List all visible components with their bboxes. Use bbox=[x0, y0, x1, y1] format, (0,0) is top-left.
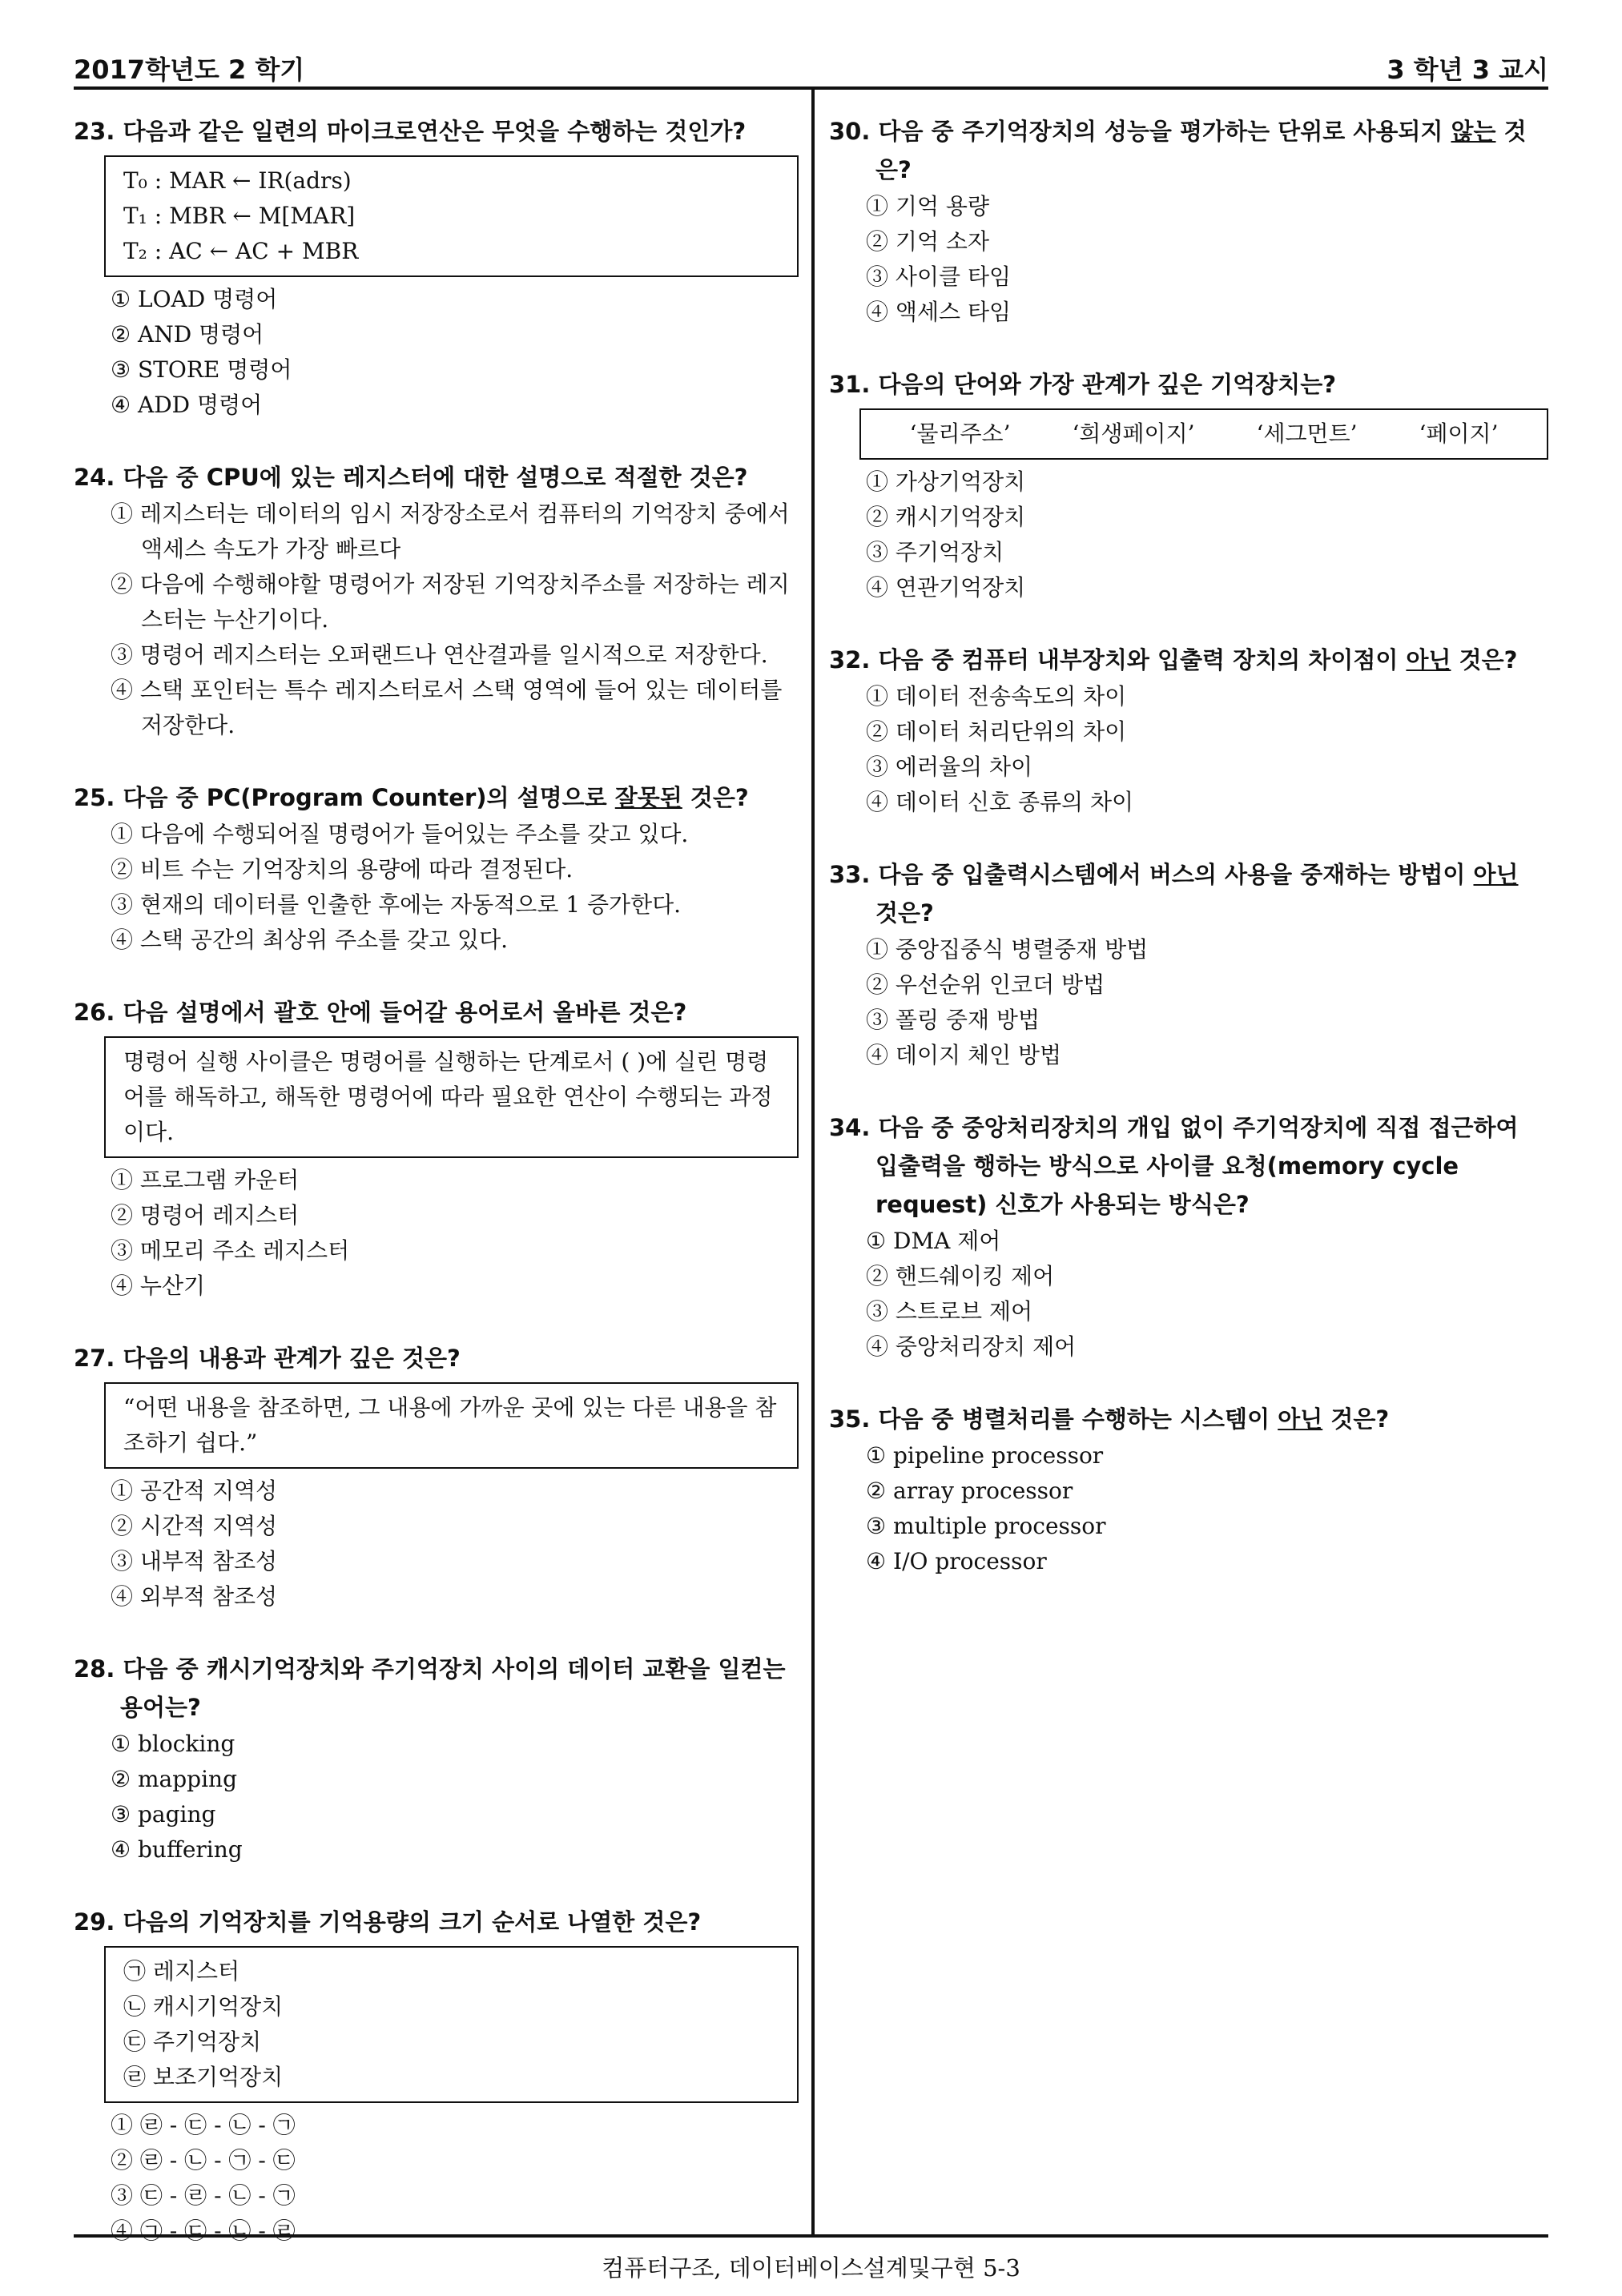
answer-option: ③ 주기억장치 bbox=[866, 539, 1004, 565]
question bbox=[74, 112, 799, 423]
stem-text: 35. 다음 중 병렬처리를 수행하는 시스템이 bbox=[829, 1405, 1278, 1433]
question bbox=[74, 1650, 799, 1868]
answer-option: ③ STORE 명령어 bbox=[111, 356, 292, 383]
answer-option: ② ㉣ - ㉡ - ㉠ - ㉢ bbox=[111, 2147, 296, 2173]
stem-text: 33. 다음 중 입출력시스템에서 버스의 사용을 중재하는 방법이 bbox=[829, 861, 1474, 888]
question bbox=[829, 1108, 1548, 1365]
grade-period-label: 3 학년 3 교시 bbox=[1387, 54, 1548, 85]
question bbox=[74, 458, 799, 743]
question bbox=[74, 778, 799, 958]
answer-option: ① 데이터 전송속도의 차이 bbox=[866, 683, 1127, 710]
box-line: T₂ : AC ← AC + MBR bbox=[123, 238, 359, 264]
answer-option: ③ 사이클 타임 bbox=[866, 263, 1012, 290]
answer-option: ① pipeline processor bbox=[866, 1442, 1104, 1469]
answer-option: ③ 에러율의 차이 bbox=[866, 754, 1033, 780]
answer-option: ③ multiple processor bbox=[866, 1513, 1106, 1539]
answer-option: ② 데이터 처리단위의 차이 bbox=[866, 718, 1127, 745]
question bbox=[74, 1339, 799, 1614]
question-stem bbox=[829, 1400, 1548, 1438]
stem-emphasis: 아닌 bbox=[1406, 646, 1451, 674]
answer-option: ① 중앙집중식 병렬중재 방법 bbox=[866, 936, 1149, 963]
right-column bbox=[829, 112, 1548, 1614]
answer-option: ② 명령어 레지스터 bbox=[111, 1202, 300, 1228]
answer-option: ④ 데이터 신호 종류의 차이 bbox=[866, 789, 1134, 815]
answer-option: ① 레지스터는 데이터의 임시 저장장소로서 컴퓨터의 기억장치 중에서 액세스 속도가 가장 빠르다 bbox=[111, 501, 790, 562]
answer-option: ① 기억 용량 bbox=[866, 193, 989, 219]
answer-option: ④ 외부적 참조성 bbox=[111, 1583, 278, 1610]
stem-text-end: 것은? bbox=[875, 118, 1527, 183]
box-line: “어떤 내용을 참조하면, 그 내용에 가까운 곳에 있는 다른 내용을 참조하기 쉽다.” bbox=[123, 1394, 777, 1456]
answer-option: ① LOAD 명령어 bbox=[111, 286, 278, 312]
question-stem bbox=[74, 112, 799, 151]
answer-option: ③ paging bbox=[111, 1801, 216, 1828]
keyword: ‘페이지’ bbox=[1419, 420, 1499, 447]
question bbox=[829, 855, 1548, 1073]
answer-option: ① blocking bbox=[111, 1731, 235, 1757]
question bbox=[829, 365, 1548, 605]
question-stem bbox=[74, 1339, 799, 1377]
answer-option: ② mapping bbox=[111, 1766, 238, 1792]
answer-option: ③ 명령어 레지스터는 오퍼랜드나 연산결과를 일시적으로 저장한다. bbox=[111, 641, 768, 668]
answer-option: ④ I/O processor bbox=[866, 1548, 1047, 1574]
question-stem bbox=[74, 1650, 799, 1727]
stem-text-end: 것은? bbox=[1451, 646, 1518, 674]
stem-text: 29. 다음의 기억장치를 기억용량의 크기 순서로 나열한 것은? bbox=[74, 1908, 702, 1936]
answer-option: ② 기억 소자 bbox=[866, 228, 989, 255]
answer-option: ② 우선순위 인코더 방법 bbox=[866, 971, 1105, 998]
stem-text: 28. 다음 중 캐시기억장치와 주기억장치 사이의 데이터 교환을 일컫는 용어는? bbox=[74, 1655, 786, 1721]
semester-label: 2017학년도 2 학기 bbox=[74, 54, 305, 85]
question bbox=[829, 112, 1548, 330]
question bbox=[829, 641, 1548, 820]
question-stem bbox=[829, 641, 1548, 679]
answer-option: ② 다음에 수행해야할 명령어가 저장된 기억장치주소를 저장하는 레지스터는 누산기이다. bbox=[111, 571, 790, 633]
stem-emphasis: 아닌 bbox=[1473, 861, 1519, 888]
answer-option: ④ 스택 포인터는 특수 레지스터로서 스택 영역에 들어 있는 데이터를 저장한다. bbox=[111, 677, 783, 738]
answer-option: ③ 내부적 참조성 bbox=[111, 1548, 278, 1574]
answer-option: ④ buffering bbox=[111, 1836, 243, 1863]
box-line: ㉡ 캐시기억장치 bbox=[123, 1993, 284, 2020]
question-box bbox=[104, 155, 799, 277]
answer-option: ④ 데이지 체인 방법 bbox=[866, 1042, 1062, 1068]
answer-option: ① ㉣ - ㉢ - ㉡ - ㉠ bbox=[111, 2112, 296, 2138]
box-line: ㉣ 보조기억장치 bbox=[123, 2064, 284, 2090]
answer-option: ① 가상기억장치 bbox=[866, 468, 1026, 495]
box-line: 명령어 실행 사이클은 명령어를 실행하는 단계로서 ( )에 실린 명령어를 해독하고, 해독한 명령어에 따라 필요한 연산이 수행되는 과정이다. bbox=[123, 1048, 773, 1145]
question bbox=[74, 993, 799, 1304]
answer-option: ② 캐시기억장치 bbox=[866, 504, 1026, 530]
question-stem bbox=[829, 1108, 1548, 1224]
question-box bbox=[104, 1036, 799, 1158]
stem-text: 25. 다음 중 PC(Program Counter)의 설명으로 bbox=[74, 784, 615, 811]
answer-option: ④ ㉠ - ㉢ - ㉡ - ㉣ bbox=[111, 2218, 296, 2244]
answer-option: ④ 누산기 bbox=[111, 1273, 206, 1299]
stem-text: 30. 다음 중 주기억장치의 성능을 평가하는 단위로 사용되지 bbox=[829, 118, 1451, 145]
answer-option: ③ 메모리 주소 레지스터 bbox=[111, 1237, 350, 1264]
answer-option: ② 핸드쉐이킹 제어 bbox=[866, 1263, 1055, 1289]
box-line: T₀ : MAR ← IR(adrs) bbox=[123, 167, 352, 194]
answer-option: ③ 현재의 데이터를 인출한 후에는 자동적으로 1 증가한다. bbox=[111, 891, 682, 918]
answer-option: ① 다음에 수행되어질 명령어가 들어있는 주소를 갖고 있다. bbox=[111, 821, 689, 847]
stem-text: 23. 다음과 같은 일련의 마이크로연산은 무엇을 수행하는 것인가? bbox=[74, 118, 747, 145]
stem-emphasis: 않는 bbox=[1451, 118, 1496, 145]
box-line: ㉢ 주기억장치 bbox=[123, 2029, 262, 2055]
keyword: ‘세그먼트’ bbox=[1256, 420, 1358, 447]
stem-text: 26. 다음 설명에서 괄호 안에 들어갈 용어로서 올바른 것은? bbox=[74, 999, 687, 1026]
question-stem bbox=[829, 855, 1548, 932]
stem-emphasis: 잘못된 bbox=[614, 784, 682, 811]
answer-option: ④ 스택 공간의 최상위 주소를 갖고 있다. bbox=[111, 927, 509, 953]
question-stem bbox=[829, 112, 1548, 189]
question-stem bbox=[74, 778, 799, 817]
question-stem bbox=[74, 1903, 799, 1941]
stem-text-end: 것은? bbox=[1322, 1405, 1390, 1433]
keyword: ‘희생페이지’ bbox=[1072, 420, 1195, 447]
question bbox=[829, 1400, 1548, 1579]
question-box bbox=[104, 1946, 799, 2103]
answer-option: ④ 중앙처리장치 제어 bbox=[866, 1333, 1077, 1360]
answer-option: ② 시간적 지역성 bbox=[111, 1513, 278, 1539]
answer-option: ② 비트 수는 기억장치의 용량에 따라 결정된다. bbox=[111, 856, 574, 883]
word-box bbox=[859, 408, 1548, 460]
column-divider bbox=[811, 88, 815, 2234]
question-stem bbox=[829, 365, 1548, 404]
bottom-rule bbox=[74, 2234, 1548, 2238]
stem-text: 34. 다음 중 중앙처리장치의 개입 없이 주기억장치에 직접 접근하여 입출력을 행하는 방식으로 사이클 요청(memory cycle request) 신호가 사용되는 방식은? bbox=[829, 1114, 1519, 1218]
stem-text-end: 것은? bbox=[682, 784, 749, 811]
stem-text-end: 것은? bbox=[875, 899, 934, 927]
answer-option: ① DMA 제어 bbox=[866, 1228, 1001, 1254]
stem-text: 27. 다음의 내용과 관계가 깊은 것은? bbox=[74, 1345, 461, 1372]
page-footer: 컴퓨터구조, 데이터베이스설계및구현 5-3 bbox=[602, 2254, 1020, 2282]
stem-text: 32. 다음 중 컴퓨터 내부장치와 입출력 장치의 차이점이 bbox=[829, 646, 1407, 674]
question-stem bbox=[74, 993, 799, 1031]
stem-emphasis: 아닌 bbox=[1278, 1405, 1323, 1433]
answer-option: ④ ADD 명령어 bbox=[111, 392, 263, 418]
stem-text: 24. 다음 중 CPU에 있는 레지스터에 대한 설명으로 적절한 것은? bbox=[74, 464, 748, 491]
left-column bbox=[74, 112, 799, 2284]
answer-option: ② AND 명령어 bbox=[111, 321, 264, 348]
answer-option: ④ 연관기억장치 bbox=[866, 574, 1026, 601]
answer-option: ② array processor bbox=[866, 1478, 1073, 1504]
answer-option: ③ ㉢ - ㉣ - ㉡ - ㉠ bbox=[111, 2182, 296, 2209]
question-box bbox=[104, 1382, 799, 1469]
answer-option: ③ 스트로브 제어 bbox=[866, 1298, 1033, 1325]
box-line: T₁ : MBR ← M[MAR] bbox=[123, 203, 356, 229]
keyword: ‘물리주소’ bbox=[909, 420, 1011, 447]
stem-text: 31. 다음의 단어와 가장 관계가 깊은 기억장치는? bbox=[829, 371, 1337, 398]
question-stem bbox=[74, 458, 799, 497]
page-header bbox=[74, 42, 1548, 88]
answer-option: ① 프로그램 카운터 bbox=[111, 1167, 300, 1193]
answer-option: ③ 폴링 중재 방법 bbox=[866, 1007, 1040, 1033]
answer-option: ① 공간적 지역성 bbox=[111, 1478, 278, 1504]
answer-option: ④ 액세스 타임 bbox=[866, 299, 1012, 325]
question bbox=[74, 1903, 799, 2249]
box-line: ㉠ 레지스터 bbox=[123, 1958, 240, 1984]
